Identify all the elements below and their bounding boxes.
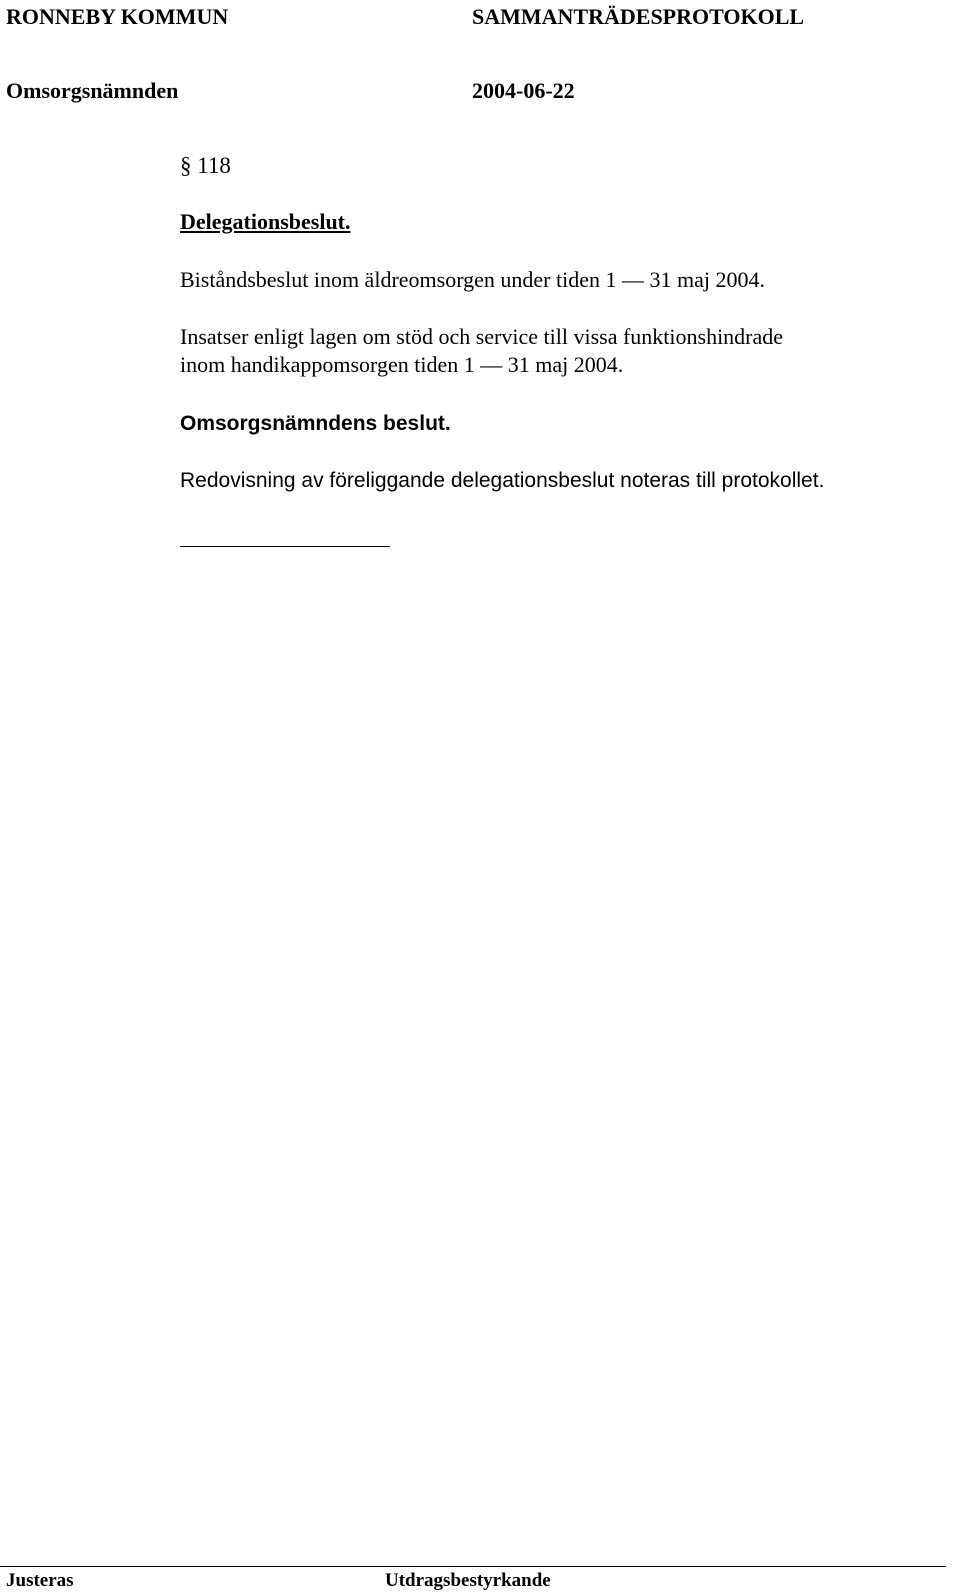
municipality-name: RONNEBY KOMMUN xyxy=(6,4,229,29)
separator-rule xyxy=(180,546,390,547)
meeting-date: 2004-06-22 xyxy=(472,78,575,103)
paragraph-lss-line-2: inom handikappomsorgen tiden 1 — 31 maj 2004. xyxy=(180,352,624,377)
paragraph-lss-line-1: Insatser enligt lagen om stöd och service till vissa funktionshindrade xyxy=(180,324,784,349)
section-title: Delegationsbeslut. xyxy=(180,209,351,234)
section-number-value: 118 xyxy=(197,153,231,178)
committee-name: Omsorgsnämnden xyxy=(6,78,179,103)
section-symbol: § xyxy=(180,153,192,178)
decision-heading: Omsorgsnämndens beslut. xyxy=(180,412,451,435)
document-type: SAMMANTRÄDESPROTOKOLL xyxy=(472,4,805,29)
footer-rule xyxy=(0,1566,946,1567)
paragraph-elderly-care: Biståndsbeslut inom äldreomsorgen under tiden 1 — 31 maj 2004. xyxy=(180,267,765,292)
footer-utdragsbestyrkande-label: Utdragsbestyrkande xyxy=(385,1570,551,1591)
section-number xyxy=(180,152,231,180)
footer-justeras-label: Justeras xyxy=(6,1570,74,1591)
decision-text: Redovisning av föreliggande delegationsbeslut noteras till protokollet. xyxy=(180,469,825,492)
